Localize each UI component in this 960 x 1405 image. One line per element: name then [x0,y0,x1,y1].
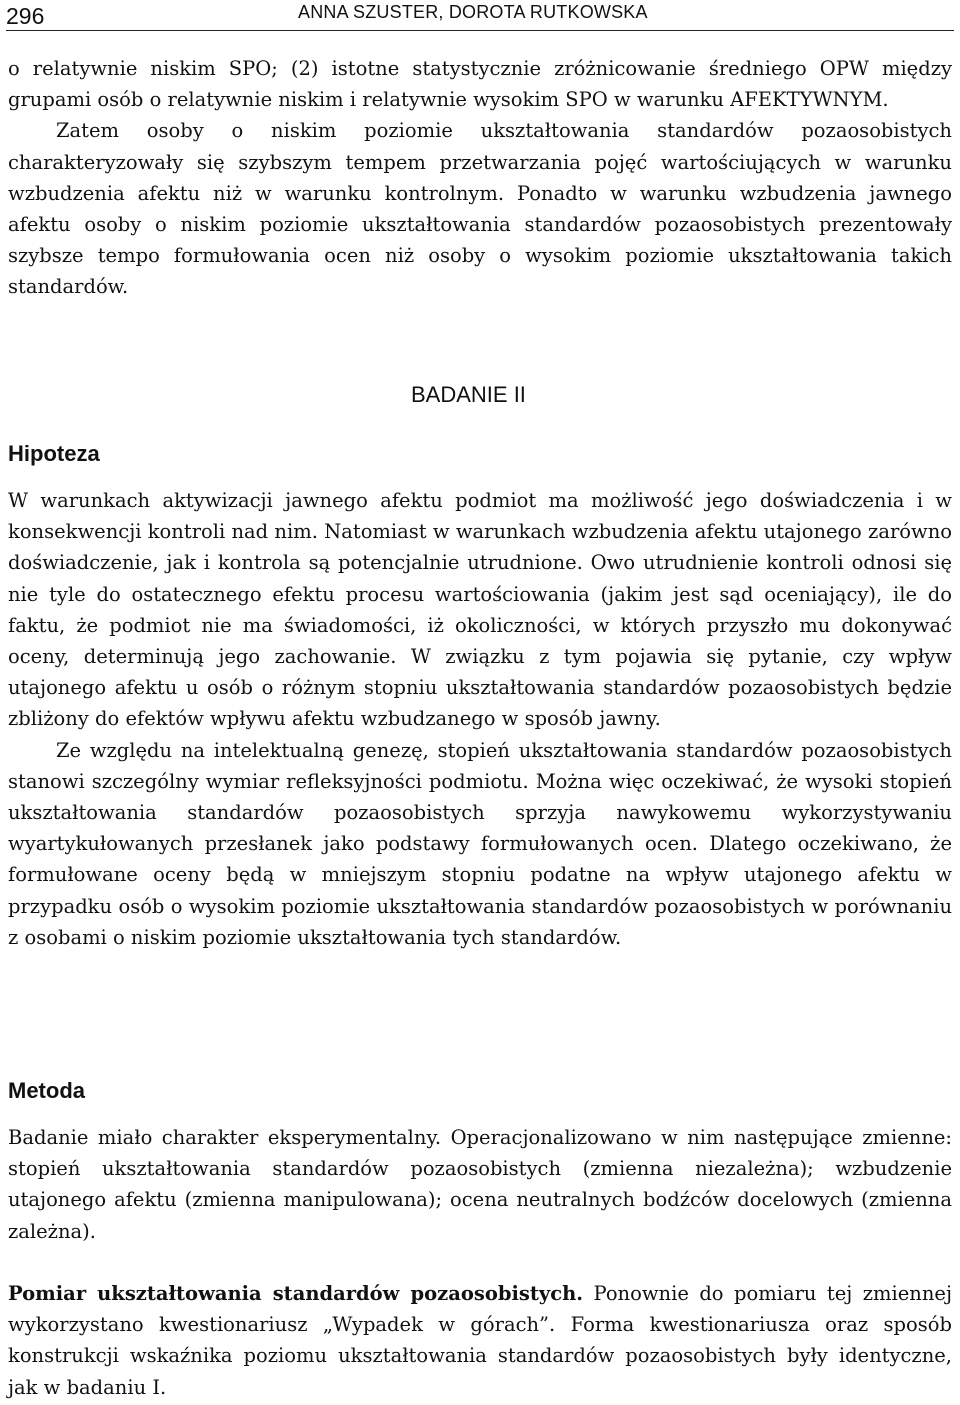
intro-text [8,53,952,303]
method-paragraph: Badanie miało charakter eksperymentalny. Operacjonalizowano w nim następujące zmienne: stopień ukształtowania standardów pozaosobistych (zmienna niezależna); wzbudzenie utajonego afektu (zmienna manipulowana); ocena neutralnych bodźców docelowych (zmienna zależna). [8,1126,952,1243]
method-heading: Metoda [8,1078,85,1103]
page-header [6,0,954,31]
hypothesis-text [8,485,952,953]
measure-title: Pomiar ukształtowania standardów pozaosobistych. [8,1282,584,1305]
hypothesis-heading: Hipoteza [8,441,100,466]
page-number: 296 [6,3,45,29]
running-title: ANNA SZUSTER, DOROTA RUTKOWSKA [298,2,648,22]
hypothesis-paragraph-1: W warunkach aktywizacji jawnego afektu podmiot ma możliwość jego doświadczenia i w konsekwencji kontroli nad nim. Natomiast w warunkach wzbudzenia afektu utajonego zarówno doświadczenie, jak i kontrola są potencjalnie utrudnione. Owo utrudnienie kontroli odnosi się nie tyle do ostatecznego efektu procesu wartościowania (jakim jest sąd oceniający), ile do faktu, że podmiot nie ma świadomości, iż okoliczności, w których przyszło mu dokonywać oceny, determinują jego zachowanie. W związku z tym pojawia się pytanie, czy wpływ utajonego afektu u osób o różnym stopniu ukształtowania standardów pozaosobistych będzie zbliżony do efektów wpływu afektu wzbudzanego w sposób jawny. [8,489,952,731]
intro-paragraph-2: Zatem osoby o niskim poziomie ukształtowania standardów pozaosobistych charakteryzowały się szybszym tempem przetwarzania pojęć wartościujących w warunku wzbudzenia afektu niż w warunku kontrolnym. Ponadto w warunku wzbudzenia jawnego afektu osoby o niskim poziomie ukształtowania standardów pozaosobistych prezentowały szybsze tempo formułowania ocen niż osoby o wysokim poziomie ukształtowania takich standardów. [8,119,952,299]
method-text [8,1122,952,1247]
study-heading: BADANIE II [411,382,526,407]
hypothesis-paragraph-2: Ze względu na intelektualną genezę, stopień ukształtowania standardów pozaosobistych stanowi szczególny wymiar refleksyjności podmiotu. Można więc oczekiwać, że wysoki stopień ukształtowania standardów pozaosobistych sprzyja nawykowemu wykorzystywaniu wyartykułowanych przesłanek jako podstawy formułowanych ocen. Dlatego oczekiwano, że formułowane oceny będą w mniejszym stopniu podatne na wpływ utajonego afektu w przypadku osób o wysokim poziomie ukształtowania standardów pozaosobistych w porównaniu z osobami o niskim poziomie ukształtowania tych standardów. [8,738,952,949]
measure-text [8,1278,952,1403]
measure-body: Ponownie do pomiaru tej zmiennej wykorzystano kwestionariusz „Wypadek w górach”. Forma kwestionariusza oraz sposób konstrukcji wskaźnika poziomu ukształtowania standardów pozaosobistych były identyczne, jak w badaniu I. [8,1282,953,1399]
measure-paragraph [8,1278,952,1403]
intro-paragraph-1: o relatywnie niskim SPO; (2) istotne statystycznie zróżnicowanie średniego OPW między grupami osób o relatywnie niskim i relatywnie wysokim SPO w warunku AFEKTYWNYM. [8,57,952,112]
